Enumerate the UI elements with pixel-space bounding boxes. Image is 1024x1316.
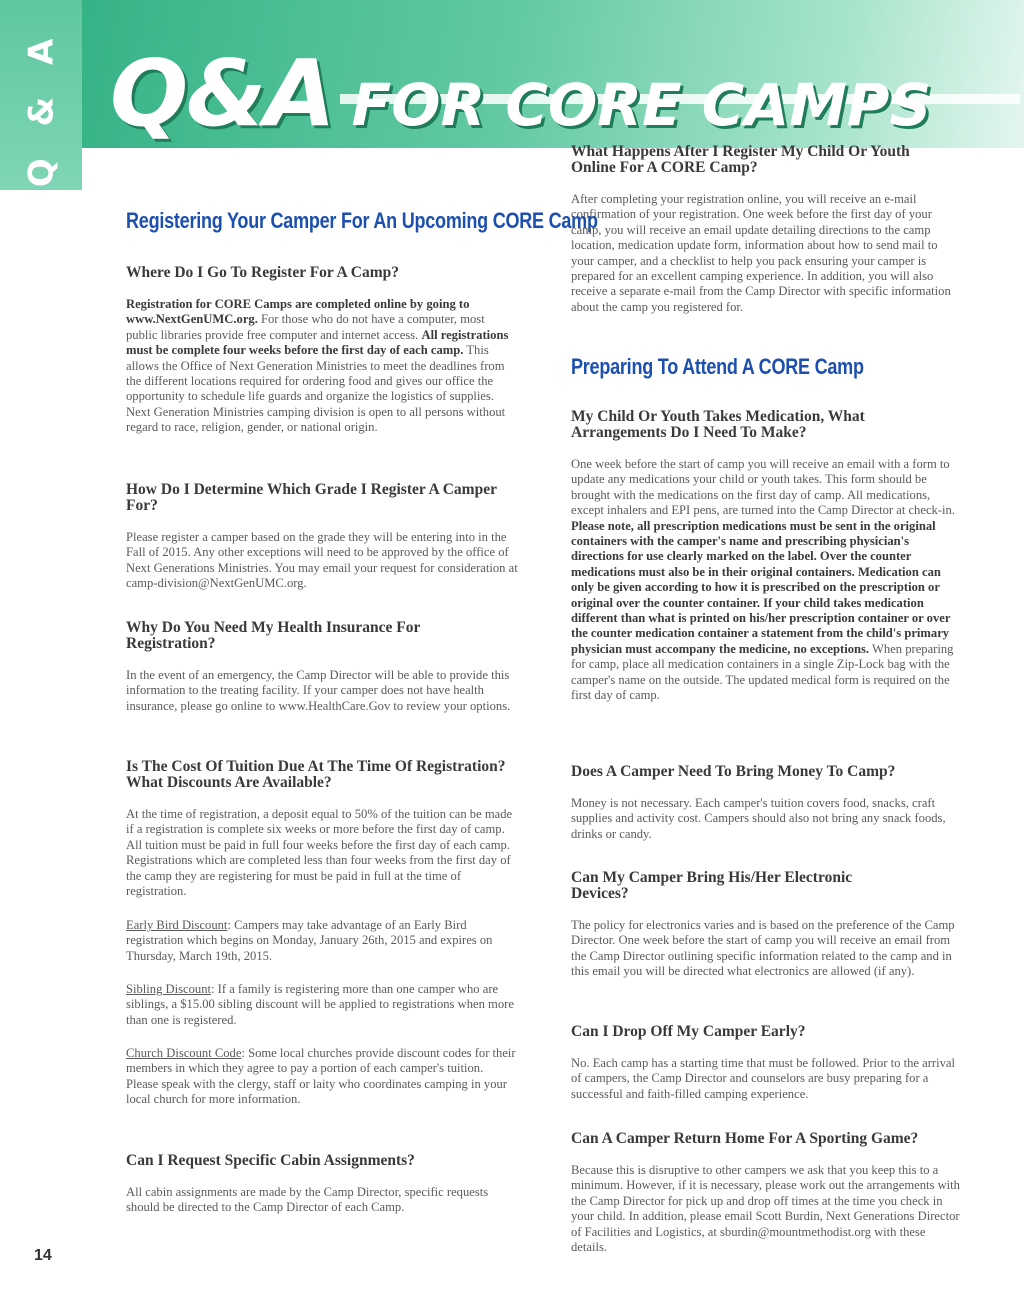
page-title bbox=[110, 40, 931, 147]
side-label: Q & A bbox=[21, 28, 62, 188]
question-grade: How Do I Determine Which Grade I Register A Camper For? bbox=[126, 481, 497, 514]
question-health-insurance: Why Do You Need My Health Insurance For Registration? bbox=[126, 619, 421, 652]
section-title-registering: Registering Your Camper For An Upcoming CORE Camp bbox=[126, 208, 598, 233]
answer-church-code: Church Discount Code: Some local churches provide discount codes for their members in which they agree to pay a portion of each camper's tuition. Please speak with the clergy, staff or laity who coordinates camping in your local church for more information. bbox=[126, 1046, 516, 1107]
question-cabin: Can I Request Specific Cabin Assignments? bbox=[126, 1152, 415, 1169]
answer-sporting-game: Because this is disruptive to other campers we ask that you keep this to a minimum. However, if it is necessary, please work out the arrangements with the Camp Director for pick up and drop off times at the time you check in your child. In addition, please email Scott Burdin, Next Generations Director of Facilities and Logistics, at sburdin@mountmethodist.org with these details. bbox=[571, 1163, 960, 1255]
question-tuition: Is The Cost Of Tuition Due At The Time Of Registration? What Discounts Are Available? bbox=[126, 758, 506, 791]
question-after-register: What Happens After I Register My Child Or Youth Online For A CORE Camp? bbox=[571, 143, 910, 176]
question-where-register: Where Do I Go To Register For A Camp? bbox=[126, 264, 399, 281]
answer-grade: Please register a camper based on the grade they will be entering into in the Fall of 2015. Any other exceptions will need to be approved by the office of Next Generations Ministries. You may email your request for consideration at camp-division@NextGenUMC.org. bbox=[126, 530, 518, 591]
answer-where-register: Registration for CORE Camps are completed online by going to www.NextGenUMC.org. For those who do not have a computer, most public libraries provide free computer and internet access. All registrations must be complete four weeks before the first day of each camp. This allows the Office of Next Generation Ministries to meet the deadlines from the different locations required for ordering food and gives our office the opportunity to schedule life guards and organize the logistics of supplies. Next Generation Ministries camping division is open to all persons without regard to race, religion, gender, or national origin. bbox=[126, 297, 509, 435]
title-rest: FOR CORE CAMPS bbox=[351, 71, 932, 139]
answer-early-bird: Early Bird Discount: Campers may take advantage of an Early Bird registration which begins on Monday, January 26th, 2015 and expires on Thursday, March 19th, 2015. bbox=[126, 918, 493, 963]
answer-tuition: At the time of registration, a deposit equal to 50% of the tuition can be made if a registration is complete six weeks or more before the first day of camp. All tuition must be paid in full four weeks before the first day of each camp. Registrations which are completed less than four weeks from the first day of the camp they are registering for must be paid in full at the time of registration. bbox=[126, 807, 513, 899]
question-electronics: Can My Camper Bring His/Her Electronic Devices? bbox=[571, 869, 853, 902]
answer-medication: One week before the start of camp you will receive an email with a form to update any medications your child or youth takes. This form should be brought with the medications on the first day of camp. All medications, except inhalers and EPI pens, are turned into the Camp Director at check-in. Please note, all prescription medications must be sent in the original containers with the camper's name and prescribing physician's directions for use clearly marked on the label. Over the counter medications must also be in their original containers. Medication can only be given according to how it is prescribed on the prescription or original over the counter container. If your child takes medication different than what is printed on his/her prescription container or over the counter medication container a statement from the child's primary physician must accompany the medicine, no exceptions. When preparing for camp, place all medication containers in a single Zip-Lock bag with the camper's name on the outside. The updated medical form is required on the first day of camp. bbox=[571, 457, 955, 703]
answer-drop-off: No. Each camp has a starting time that must be followed. Prior to the arrival of campers, the Camp Director and counselors are busy preparing for a successful and faith-filled camping experience. bbox=[571, 1056, 956, 1101]
answer-cabin: All cabin assignments are made by the Camp Director, specific requests should be directed to the Camp Director of each Camp. bbox=[126, 1185, 489, 1215]
question-sporting-game: Can A Camper Return Home For A Sporting Game? bbox=[571, 1130, 919, 1147]
question-money: Does A Camper Need To Bring Money To Camp? bbox=[571, 763, 896, 780]
question-drop-off: Can I Drop Off My Camper Early? bbox=[571, 1023, 806, 1040]
answer-electronics: The policy for electronics varies and is based on the preference of the Camp Director. One week before the start of camp you will receive an email from the Camp Director outlining specific information related to the camp and in this email you will be directed what electronics are allowed (if any). bbox=[571, 918, 955, 979]
question-medication: My Child Or Youth Takes Medication, What Arrangements Do I Need To Make? bbox=[571, 408, 865, 441]
answer-after-register: After completing your registration online, you will receive an e-mail confirmation of your registration. One week before the first day of your camp, you will receive an email update detailing directions to the camp location, medication update form, information about how to send mail to your camper, and a checklist to help you pack ensuring your camper is prepared for an excellent camping experience. In addition, you will also receive a separate e-mail from the Camp Director with specific information about the camp you registered for. bbox=[571, 192, 951, 314]
answer-money: Money is not necessary. Each camper's tuition covers food, snacks, craft supplies and activity cost. Campers should also not bring any snack foods, drinks or candy. bbox=[571, 796, 946, 841]
page-number: 14 bbox=[34, 1247, 52, 1264]
section-title-preparing: Preparing To Attend A CORE Camp bbox=[571, 354, 864, 379]
answer-sibling: Sibling Discount: If a family is registering more than one camper who are siblings, a $15.00 sibling discount will be applied to registrations when more than one is registered. bbox=[126, 982, 514, 1027]
answer-health-insurance: In the event of an emergency, the Camp Director will be able to provide this information to the treating facility. If your camper does not have health insurance, please go online to www.HealthCare.Gov to review your options. bbox=[126, 668, 511, 713]
title-qa: Q&A bbox=[110, 40, 334, 147]
